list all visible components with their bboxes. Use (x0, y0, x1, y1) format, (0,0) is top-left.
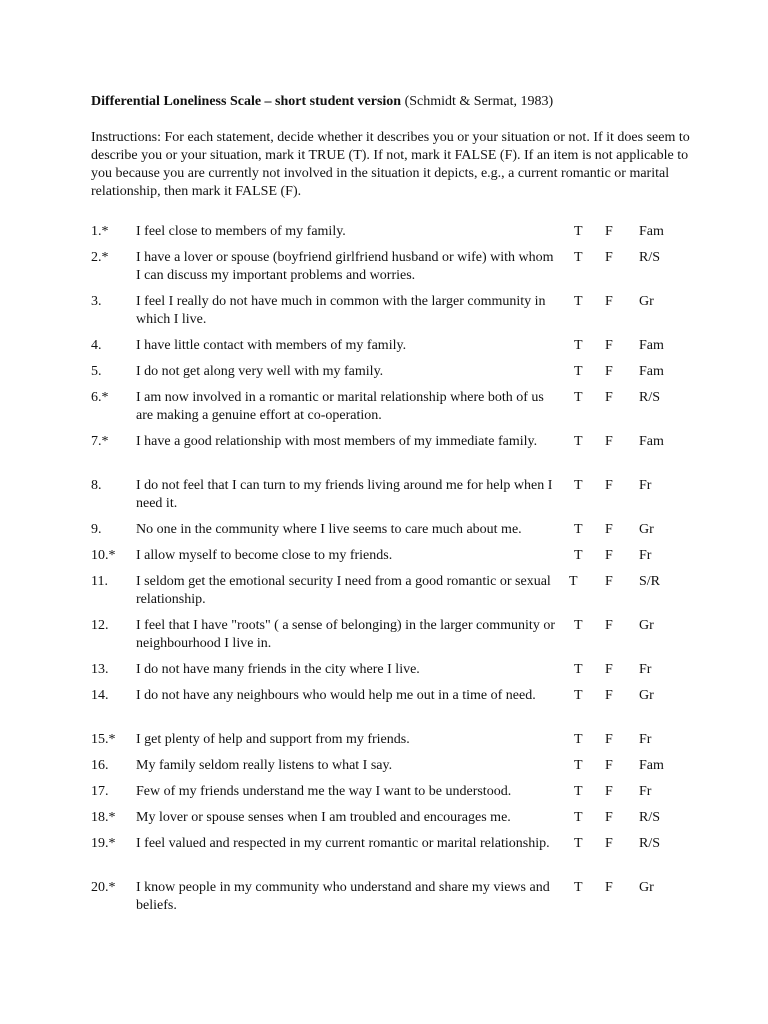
item-category: Fam (639, 364, 664, 379)
item-number: 3. (91, 294, 102, 309)
item-number: 19.* (91, 836, 116, 851)
false-option[interactable]: F (605, 224, 613, 239)
true-option[interactable]: T (574, 434, 583, 449)
item-number: 13. (91, 662, 109, 677)
item-number: 7.* (91, 434, 109, 449)
item-number: 16. (91, 758, 109, 773)
item-statement: No one in the community where I live seems to care much about me. (136, 522, 522, 537)
item-statement: I do not get along very well with my family. (136, 364, 384, 379)
item-statement: I feel I really do not have much in common with the larger community in which I live. (136, 294, 546, 327)
item-statement: I have little contact with members of my family. (136, 338, 407, 353)
list-item (91, 433, 711, 477)
false-option[interactable]: F (605, 522, 613, 537)
item-number: 6.* (91, 390, 109, 405)
true-option[interactable]: T (574, 338, 583, 353)
true-option[interactable]: T (574, 364, 583, 379)
false-option[interactable]: F (605, 758, 613, 773)
item-statement: I am now involved in a romantic or marital relationship where both of us are making a genuine effort at co-operation. (136, 390, 544, 423)
item-category: Fam (639, 758, 664, 773)
item-number: 18.* (91, 810, 116, 825)
false-option[interactable]: F (605, 548, 613, 563)
false-option[interactable]: F (605, 294, 613, 309)
item-category: Fr (639, 548, 652, 563)
false-option[interactable]: F (605, 618, 613, 633)
true-option[interactable]: T (574, 294, 583, 309)
item-statement: I allow myself to become close to my friends. (136, 548, 393, 563)
false-option[interactable]: F (605, 364, 613, 379)
item-category: R/S (639, 810, 661, 825)
false-option[interactable]: F (605, 390, 613, 405)
item-number: 9. (91, 522, 102, 537)
item-category: S/R (639, 574, 661, 589)
item-category: Fr (639, 478, 652, 493)
item-number: 14. (91, 688, 109, 703)
false-option[interactable]: F (605, 836, 613, 851)
item-category: Fam (639, 434, 664, 449)
false-option[interactable]: F (605, 250, 613, 265)
item-number: 5. (91, 364, 102, 379)
item-number: 10.* (91, 548, 116, 563)
list-item (91, 547, 711, 573)
item-statement: I have a lover or spouse (boyfriend girlfriend husband or wife) with whom I can discuss my important problems and worries. (136, 250, 554, 283)
item-number: 8. (91, 478, 102, 493)
item-statement: I feel close to members of my family. (136, 224, 346, 239)
false-option[interactable]: F (605, 732, 613, 747)
true-option[interactable]: T (574, 836, 583, 851)
list-item (91, 835, 711, 879)
item-number: 2.* (91, 250, 109, 265)
item-category: Gr (639, 688, 654, 703)
item-statement: I do not feel that I can turn to my friends living around me for help when I need it. (136, 478, 553, 511)
true-option[interactable]: T (574, 478, 583, 493)
item-number: 12. (91, 618, 109, 633)
false-option[interactable]: F (605, 574, 613, 589)
list-item (91, 809, 711, 835)
item-statement: I get plenty of help and support from my friends. (136, 732, 410, 747)
item-statement: I know people in my community who understand and share my views and beliefs. (136, 880, 550, 913)
list-item (91, 337, 711, 363)
true-option[interactable]: T (574, 618, 583, 633)
item-list (91, 223, 711, 923)
true-option[interactable]: T (574, 688, 583, 703)
true-option[interactable]: T (574, 880, 583, 895)
list-item (91, 783, 711, 809)
item-category: Fam (639, 224, 664, 239)
true-option[interactable]: T (574, 758, 583, 773)
false-option[interactable]: F (605, 338, 613, 353)
item-number: 17. (91, 784, 109, 799)
list-item (91, 879, 711, 923)
title-citation: (Schmidt & Sermat, 1983) (401, 94, 554, 109)
false-option[interactable]: F (605, 688, 613, 703)
list-item (91, 477, 711, 521)
list-item (91, 249, 711, 293)
item-category: Gr (639, 294, 654, 309)
list-item (91, 617, 711, 661)
item-category: R/S (639, 836, 661, 851)
item-category: Gr (639, 880, 654, 895)
item-category: Gr (639, 618, 654, 633)
true-option[interactable]: T (574, 662, 583, 677)
document-title (91, 93, 711, 111)
list-item (91, 731, 711, 757)
item-statement: My family seldom really listens to what I say. (136, 758, 393, 773)
list-item (91, 389, 711, 433)
item-statement: My lover or spouse senses when I am troubled and encourages me. (136, 810, 511, 825)
true-option[interactable]: T (574, 224, 583, 239)
list-item (91, 687, 711, 731)
true-option[interactable]: T (574, 390, 583, 405)
item-category: Fr (639, 662, 652, 677)
list-item (91, 661, 711, 687)
item-statement: I do not have many friends in the city where I live. (136, 662, 420, 677)
list-item (91, 521, 711, 547)
item-number: 11. (91, 574, 108, 589)
true-option[interactable]: T (574, 522, 583, 537)
true-option[interactable]: T (574, 250, 583, 265)
false-option[interactable]: F (605, 434, 613, 449)
item-category: Fr (639, 784, 652, 799)
false-option[interactable]: F (605, 662, 613, 677)
item-category: R/S (639, 250, 661, 265)
item-statement: I seldom get the emotional security I need from a good romantic or sexual relationship. (136, 574, 551, 607)
list-item (91, 363, 711, 389)
item-category: R/S (639, 390, 661, 405)
item-category: Fam (639, 338, 664, 353)
item-category: Gr (639, 522, 654, 537)
list-item (91, 293, 711, 337)
item-number: 4. (91, 338, 102, 353)
item-statement: I feel valued and respected in my current romantic or marital relationship. (136, 836, 550, 851)
true-option[interactable]: T (569, 574, 578, 589)
list-item (91, 223, 711, 249)
list-item (91, 573, 711, 617)
item-number: 20.* (91, 880, 116, 895)
item-statement: I feel that I have "roots" ( a sense of belonging) in the larger community or neighbourhood I live in. (136, 618, 555, 651)
item-statement: Few of my friends understand me the way I want to be understood. (136, 784, 512, 799)
true-option[interactable]: T (574, 810, 583, 825)
false-option[interactable]: F (605, 478, 613, 493)
true-option[interactable]: T (574, 732, 583, 747)
item-number: 1.* (91, 224, 109, 239)
false-option[interactable]: F (605, 880, 613, 895)
item-statement: I do not have any neighbours who would help me out in a time of need. (136, 688, 536, 703)
true-option[interactable]: T (574, 548, 583, 563)
list-item (91, 757, 711, 783)
title-bold: Differential Loneliness Scale – short student version (91, 94, 402, 109)
item-number: 15.* (91, 732, 116, 747)
true-option[interactable]: T (574, 784, 583, 799)
item-category: Fr (639, 732, 652, 747)
false-option[interactable]: F (605, 784, 613, 799)
instructions-paragraph: Instructions: For each statement, decide whether it describes you or your situation or not. If it does seem to describe you or your situation, mark it TRUE (T). If not, mark it FALSE (F). If an item is not applicable to you because you are currently not involved in the situation it depicts, e.g., a current romantic or marital relationship, then mark it FALSE (F). (91, 130, 690, 199)
false-option[interactable]: F (605, 810, 613, 825)
item-statement: I have a good relationship with most members of my immediate family. (136, 434, 538, 449)
